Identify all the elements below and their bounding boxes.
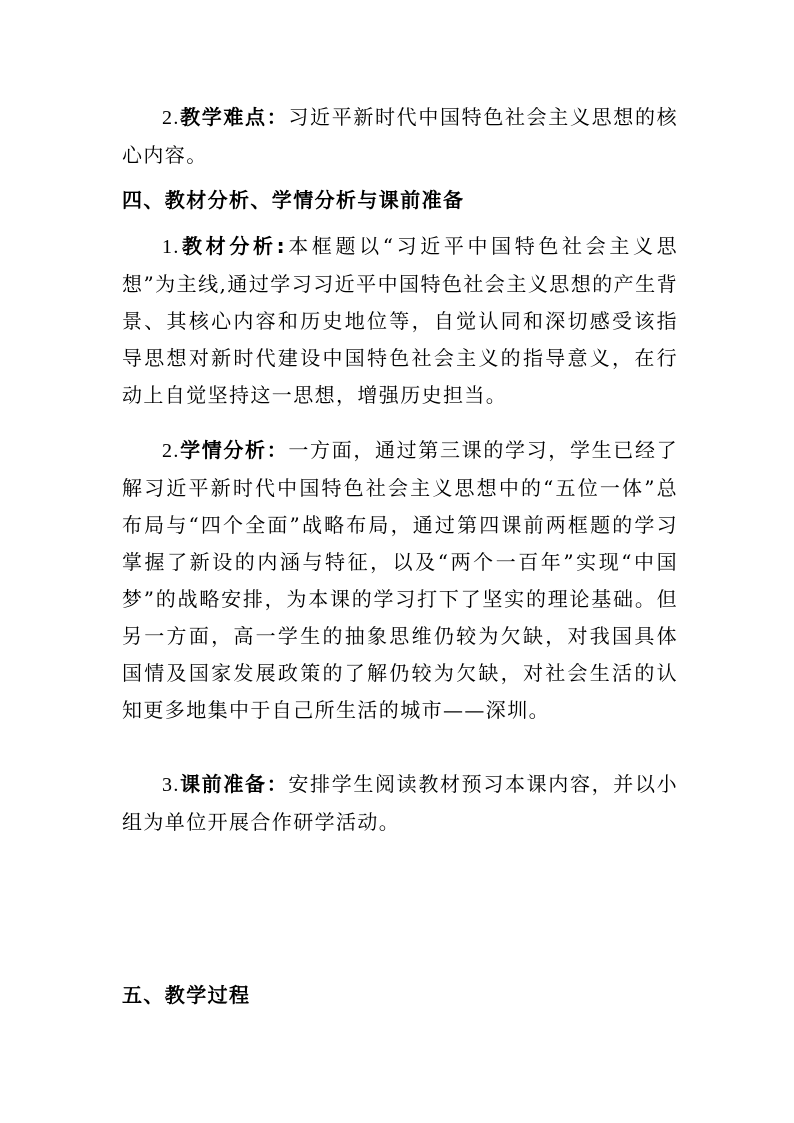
teaching-difficulty-paragraph [122, 99, 678, 174]
pre-class-preparation-paragraph [122, 766, 678, 841]
textbook-analysis-paragraph [122, 228, 678, 414]
item-number: 2. [162, 440, 180, 462]
item-number: 1. [162, 236, 180, 258]
student-analysis-paragraph [122, 432, 678, 729]
item-label: 教材分析: [179, 234, 286, 258]
item-text: 习近平新时代中国特色社会主义思想的核心内容。 [122, 105, 678, 167]
item-number: 3. [162, 774, 180, 796]
item-number: 2. [162, 107, 180, 129]
section-heading-4: 四、教材分析、学情分析与课前准备 [122, 188, 465, 212]
item-label: 教学难点： [179, 105, 289, 129]
item-text: 安排学生阅读教材预习本课内容，并以小组为单位开展合作研学活动。 [122, 772, 678, 834]
section-heading-5: 五、教学过程 [122, 983, 251, 1007]
item-label: 课前准备： [179, 772, 289, 796]
item-label: 学情分析： [179, 438, 289, 462]
item-text: 一方面，通过第三课的学习，学生已经了解习近平新时代中国特色社会主义思想中的“五位一体”总布局与“四个全面”战略布局，通过第四课前两框题的学习掌握了新设的内涵与特征，以及“两个一百年”实现“中国梦”的战略安排，为本课的学习打下了坚实的理论基础。但另一方面，高一学生的抽象思维仍较为欠缺，对我国具体国情及国家发展政策的了解仍较为欠缺，对社会生活的认知更多地集中于自己所生活的城市——深圳。 [122, 438, 678, 722]
item-text: 本框题以“习近平中国特色社会主义思想”为主线,通过学习习近平中国特色社会主义思想的产生背景、其核心内容和历史地位等，自觉认同和深切感受该指导思想对新时代建设中国特色社会主义的指导意义，在行动上自觉坚持这一思想，增强历史担当。 [122, 234, 678, 407]
